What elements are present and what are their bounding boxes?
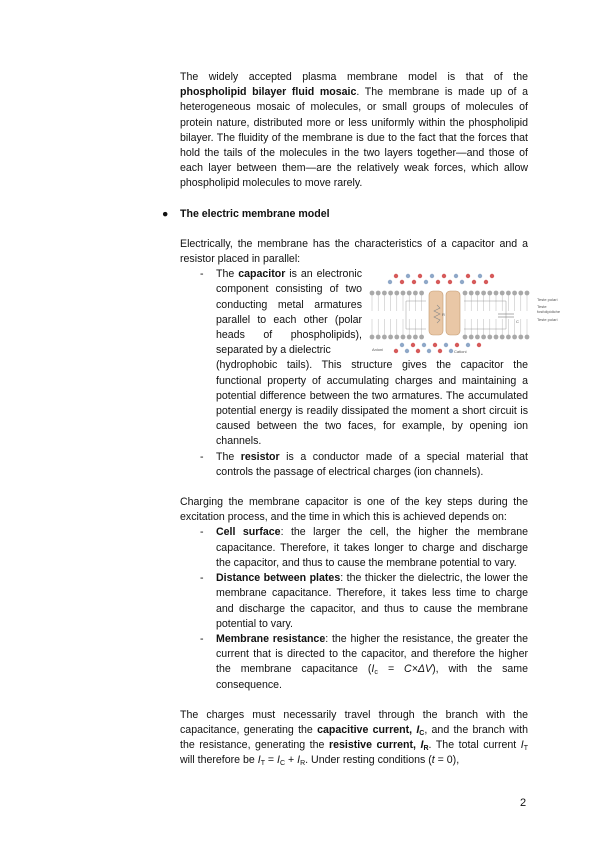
anion-cation-row-bottom: [394, 343, 481, 353]
ion-dot: [442, 274, 446, 278]
ion-dot: [430, 274, 434, 278]
list-item: - Membrane resistance: the higher the resistance, the greater the current that is directed to the capacitor, and therefore the higher the membrane capacitance $(I_c = C\times\Delta V)$, with the same consequence.: [200, 632, 528, 691]
bullet-icon: ●: [162, 207, 169, 220]
resistor-item: [180, 450, 528, 480]
lipid-head: [518, 335, 523, 340]
lipid-head: [487, 291, 492, 296]
lipid-head: [494, 291, 499, 296]
lipid-head: [525, 335, 530, 340]
dash-marker: -: [200, 632, 204, 645]
lipid-head: [382, 335, 387, 340]
ion-dot: [406, 274, 410, 278]
ion-dot: [472, 280, 476, 284]
lipid-head: [475, 335, 480, 340]
ion-dot: [433, 343, 437, 347]
ion-dot: [460, 280, 464, 284]
section-heading: [162, 207, 528, 222]
lipid-head: [481, 335, 486, 340]
section-heading-text: The electric membrane model: [180, 207, 330, 220]
lipid-head: [382, 291, 387, 296]
ion-dot: [400, 280, 404, 284]
ion-dot: [449, 349, 453, 353]
lipid-head: [413, 291, 418, 296]
lipid-head: [394, 291, 399, 296]
ion-dot: [388, 280, 392, 284]
dash-marker: -: [200, 268, 204, 281]
page-content: [162, 70, 561, 769]
lipid-head: [506, 291, 511, 296]
dash-marker: -: [200, 572, 204, 585]
ion-dot: [394, 274, 398, 278]
lipid-head: [370, 291, 375, 296]
label-heads: Teste: [537, 304, 547, 310]
membrane-figure: [362, 267, 561, 358]
lipid-head: [419, 335, 424, 340]
ion-dot: [438, 349, 442, 353]
ion-dot: [448, 280, 452, 284]
channel-protein-left: [429, 291, 443, 335]
dash-marker: -: [200, 526, 204, 539]
ion-dot: [466, 274, 470, 278]
lipid-head: [500, 335, 505, 340]
label-phospholipid: fosfolipidiche: [537, 309, 561, 315]
lipid-head: [376, 335, 381, 340]
lipid-head: [463, 291, 468, 296]
lipid-head: [407, 291, 412, 296]
page-number: 2: [520, 797, 527, 809]
lipid-head: [487, 335, 492, 340]
ion-dot: [478, 274, 482, 278]
charging-intro: Charging the membrane capacitor is one of the key steps during the excitation process, and the time in which this is achieved depends on:: [180, 496, 528, 524]
final-paragraph: The charges must necessarily travel through the branch with the capacitance, generating the capacitive current, $I_C$, and the branch with the resistance, generating the resistive current, $I_R$. The total current $I_T$ will therefore be $I_T = I_C + I_R$. Under resting conditions (t = 0),: [180, 708, 528, 768]
ion-dot: [412, 280, 416, 284]
capacitor-text-continued: (hydrophobic tails). This structure gives the capacitor the functional property of accumulating charges and maintaining a potential difference between the two armatures. The accumulated potential energy is readily dissipated the moment a short circuit is caused between the two faces, for example, by opening ion channels.: [216, 359, 528, 448]
lipid-head: [494, 335, 499, 340]
membrane-diagram: [366, 271, 566, 359]
ion-dot: [394, 349, 398, 353]
resistor-text: The resistor is a conductor made of a special material that controls the passage of electrical charges (ion channels).: [216, 450, 528, 478]
label-anions: Anioni: [372, 347, 384, 353]
ion-dot: [444, 343, 448, 347]
ion-dot: [400, 343, 404, 347]
ion-dot: [424, 280, 428, 284]
lipid-head: [407, 335, 412, 340]
lipid-head: [401, 335, 406, 340]
lipid-head: [463, 335, 468, 340]
anion-cation-row-top: [388, 274, 494, 284]
list-item: - Cell surface: the larger the cell, the higher the membrane capacitance. Therefore, it takes longer to charge and discharge the capacitor, and thus to cause the membrane potential to vary.: [200, 526, 529, 569]
ion-dot: [416, 349, 420, 353]
ion-dot: [466, 343, 470, 347]
capacitor-item: [180, 267, 561, 449]
ion-dot: [477, 343, 481, 347]
ion-dot: [418, 274, 422, 278]
ion-dot: [454, 274, 458, 278]
lipid-head: [388, 335, 393, 340]
lipid-head: [512, 291, 517, 296]
lipid-head: [475, 291, 480, 296]
label-polar-top: Teste polari: [537, 297, 558, 303]
ion-dot: [427, 349, 431, 353]
lipid-head: [525, 291, 530, 296]
ion-dot: [455, 343, 459, 347]
lipid-head: [500, 291, 505, 296]
ion-dot: [436, 280, 440, 284]
ion-dot: [490, 274, 494, 278]
intro-paragraph: The widely accepted plasma membrane model is that of the phospholipid bilayer fluid mosaic. The membrane is made up of a heterogeneous mosaic of molecules, or small groups of molecules of protein nature, distributed more or less uniformly within the phospholipid bilayer. The fluidity of the membrane is due to the fact that the forces that hold the tails of the molecules in the two layers together—and those of each layer between them—are the relatively weak forces, which allow phospholipid molecules to move rarely.: [180, 71, 529, 190]
label-c: C: [516, 319, 519, 325]
ion-dot: [405, 349, 409, 353]
electric-intro: Electrically, the membrane has the characteristics of a capacitor and a resistor placed in parallel:: [180, 237, 528, 266]
lipid-head: [394, 335, 399, 340]
ion-dot: [484, 280, 488, 284]
lipid-head: [376, 291, 381, 296]
lipid-head: [419, 291, 424, 296]
ion-dot: [422, 343, 426, 347]
lipid-head: [388, 291, 393, 296]
dash-marker: -: [200, 450, 204, 463]
label-r: R: [442, 312, 445, 318]
circuit-right: [464, 301, 506, 329]
lipid-head: [469, 335, 474, 340]
lipid-head: [401, 291, 406, 296]
list-item: - Distance between plates: the thicker the dielectric, the lower the membrane capacitance. Therefore, it takes less time to charge and discharge the capacitor, and thus to cause the membrane potential to vary.: [200, 572, 528, 630]
intro-bold-term: phospholipid bilayer fluid mosaic: [180, 86, 357, 99]
lipid-head: [506, 335, 511, 340]
label-cations: Cationi: [454, 349, 467, 355]
lipid-head: [518, 291, 523, 296]
label-polar-bottom: Teste polari: [537, 317, 558, 323]
capacitor-text-left: The capacitor is an electronic component consisting of two conducting metal armatures parallel to each other (polar heads of phospholipids), separated by a dielectric: [216, 268, 362, 357]
lipid-head: [413, 335, 418, 340]
lipid-head: [370, 335, 375, 340]
ion-dot: [411, 343, 415, 347]
lipid-head: [512, 335, 517, 340]
channel-protein-right: [446, 291, 460, 335]
lipid-head: [469, 291, 474, 296]
lipid-head: [481, 291, 486, 296]
